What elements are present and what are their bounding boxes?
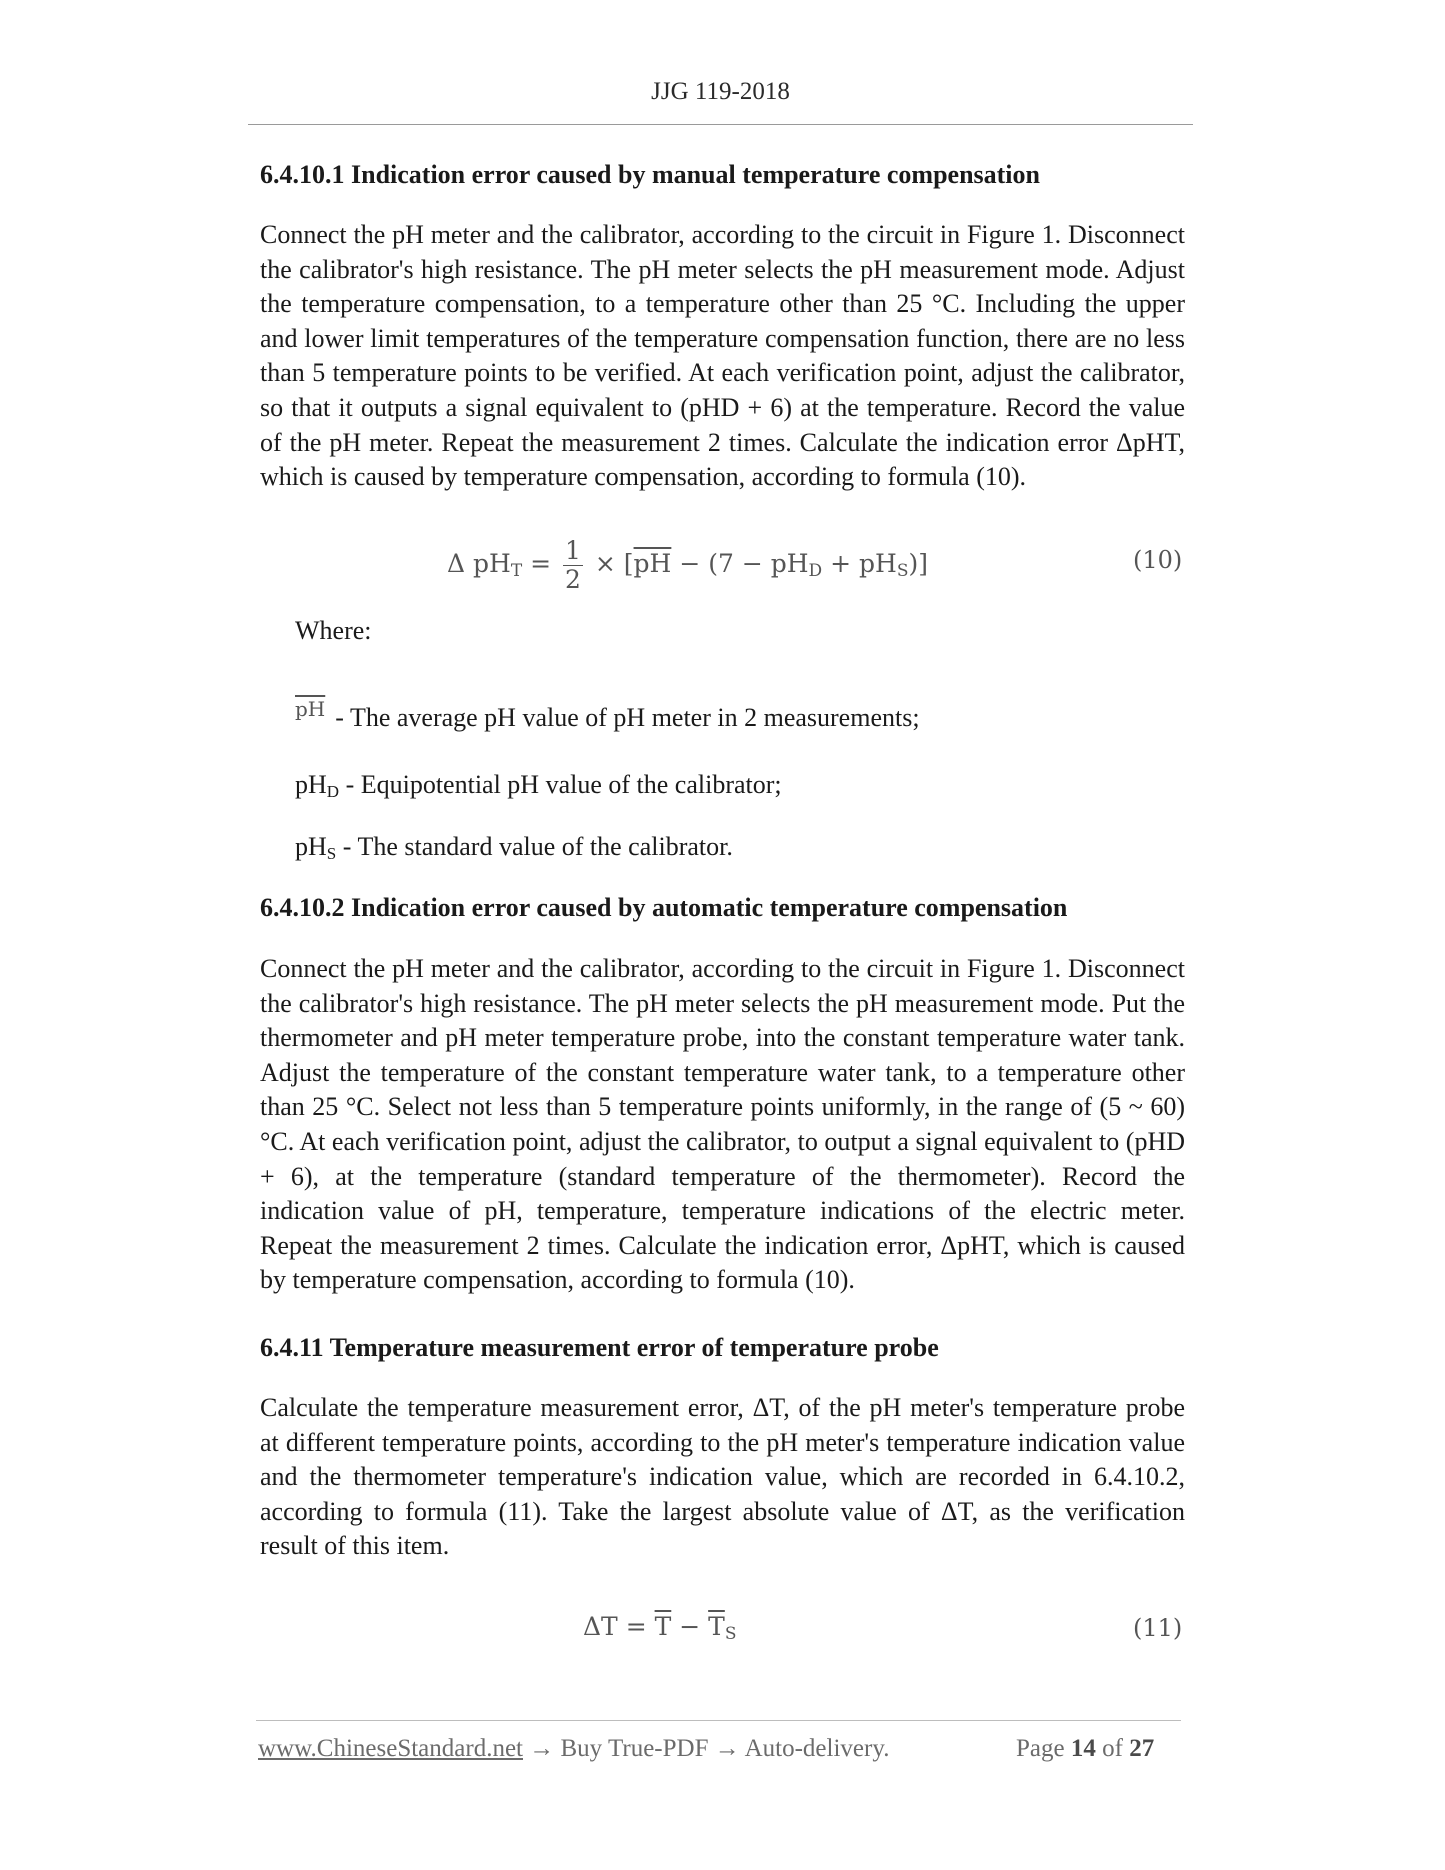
arrow-icon: → bbox=[529, 1735, 555, 1762]
definition-ph-d bbox=[295, 770, 782, 802]
of-label: of bbox=[1102, 1735, 1123, 1762]
heading-6-4-10-1: 6.4.10.1 Indication error caused by manual temperature compensation bbox=[260, 160, 1040, 189]
auto-delivery-text: Auto-delivery. bbox=[744, 1735, 890, 1762]
footer-links bbox=[258, 1735, 889, 1763]
document-id-header: JJG 119-2018 bbox=[651, 78, 790, 105]
formula-ts-sub: S bbox=[724, 1624, 737, 1644]
formula-close: )] bbox=[908, 549, 928, 578]
definition-symbol-sub: S bbox=[326, 844, 337, 863]
formula-lhs-sub: T bbox=[510, 561, 523, 581]
where-label: Where: bbox=[295, 616, 372, 645]
definition-ph-mean bbox=[295, 697, 920, 733]
formula-lhs: Δ pH bbox=[447, 549, 511, 578]
formula-bracket-open: [ bbox=[623, 549, 634, 578]
paragraph-6-4-10-2: Connect the pH meter and the calibrator, according to the circuit in Figure 1. Disconnect the calibrator's high resistance. The pH meter selects the pH measurement mode. Put the thermometer and pH meter temperature probe, into the constant temperature water tank. Adjust the temperature of the constant temperature water tank, to a temperature other than 25 °C. Select not less than 5 temperature points uniformly, in the range of (5 ~ 60) °C. At each verification point, adjust the calibrator, to output a signal equivalent to (pHD + 6), at the temperature (standard temperature of the thermometer). Record the indication value of pH, temperature, temperature indications of the electric meter. Repeat the measurement 2 times. Calculate the indication error, ΔpHT, which is caused by temperature compensation, according to formula (10). bbox=[260, 954, 1185, 1295]
page-indicator bbox=[1016, 1735, 1154, 1763]
formula-t-mean: $\overline{T}$ bbox=[654, 1612, 672, 1641]
ph-mean-symbol: $\overline{pH}$ bbox=[295, 697, 326, 721]
fraction-numerator: 1 bbox=[565, 536, 581, 565]
definition-symbol-sub: D bbox=[326, 782, 340, 801]
formula-times: × bbox=[594, 549, 616, 578]
footer-divider bbox=[256, 1720, 1181, 1721]
definition-symbol: pH bbox=[295, 832, 327, 861]
equation-number-10: (10) bbox=[1133, 546, 1183, 574]
formula-minus-part: − (7 − pH bbox=[679, 549, 809, 578]
definition-text: - The average pH value of pH meter in 2 measurements; bbox=[335, 703, 920, 732]
formula-11 bbox=[583, 1612, 736, 1644]
page-number: 14 bbox=[1070, 1735, 1096, 1762]
paragraph-6-4-11: Calculate the temperature measurement error, ΔT, of the pH meter's temperature probe at different temperature points, according to the pH meter's temperature indication value and the thermometer temperature's indication value, which are recorded in 6.4.10.2, according to formula (11). Take the largest absolute value of ΔT, as the verification result of this item. bbox=[260, 1393, 1185, 1561]
formula-minus: − bbox=[679, 1612, 701, 1641]
formula-equals: = bbox=[625, 1612, 647, 1641]
formula-equals: = bbox=[530, 549, 552, 578]
definition-ph-s bbox=[295, 832, 733, 864]
arrow-icon: → bbox=[714, 1735, 740, 1762]
formula-plus-part: + pH bbox=[830, 549, 897, 578]
page-label: Page bbox=[1016, 1735, 1065, 1762]
formula-ph-mean: $\overline{pH}$ bbox=[633, 549, 672, 578]
total-pages: 27 bbox=[1129, 1735, 1155, 1762]
formula-lhs: ΔT bbox=[583, 1612, 618, 1641]
heading-6-4-10-2: 6.4.10.2 Indication error caused by automatic temperature compensation bbox=[260, 893, 1068, 922]
formula-fraction bbox=[563, 537, 583, 594]
paragraph-6-4-10-1: Connect the pH meter and the calibrator, according to the circuit in Figure 1. Disconnect the calibrator's high resistance. The pH meter selects the pH measurement mode. Adjust the temperature compensation, to a temperature other than 25 °C. Including the upper and lower limit temperatures of the temperature compensation function, there are no less than 5 temperature points to be verified. At each verification point, adjust the calibrator, so that it outputs a signal equivalent to (pHD + 6) at the temperature. Record the value of the pH meter. Repeat the measurement 2 times. Calculate the indication error ΔpHT, which is caused by temperature compensation, according to formula (10). bbox=[260, 220, 1185, 492]
formula-10 bbox=[447, 537, 928, 594]
buy-pdf-text: Buy True-PDF bbox=[560, 1735, 709, 1762]
definition-text: - Equipotential pH value of the calibrator; bbox=[345, 770, 782, 799]
fraction-denominator: 2 bbox=[565, 565, 581, 594]
definition-text: - The standard value of the calibrator. bbox=[342, 832, 733, 861]
heading-6-4-11: 6.4.11 Temperature measurement error of temperature probe bbox=[260, 1333, 939, 1362]
header-divider bbox=[248, 124, 1193, 125]
definition-symbol: pH bbox=[295, 770, 327, 799]
formula-sub-d: D bbox=[808, 561, 823, 581]
formula-sub-s: S bbox=[896, 561, 909, 581]
formula-ts-mean: $\overline{T}$ bbox=[708, 1612, 725, 1641]
site-link[interactable]: www.ChineseStandard.net bbox=[258, 1735, 523, 1762]
equation-number-11: (11) bbox=[1133, 1614, 1183, 1642]
